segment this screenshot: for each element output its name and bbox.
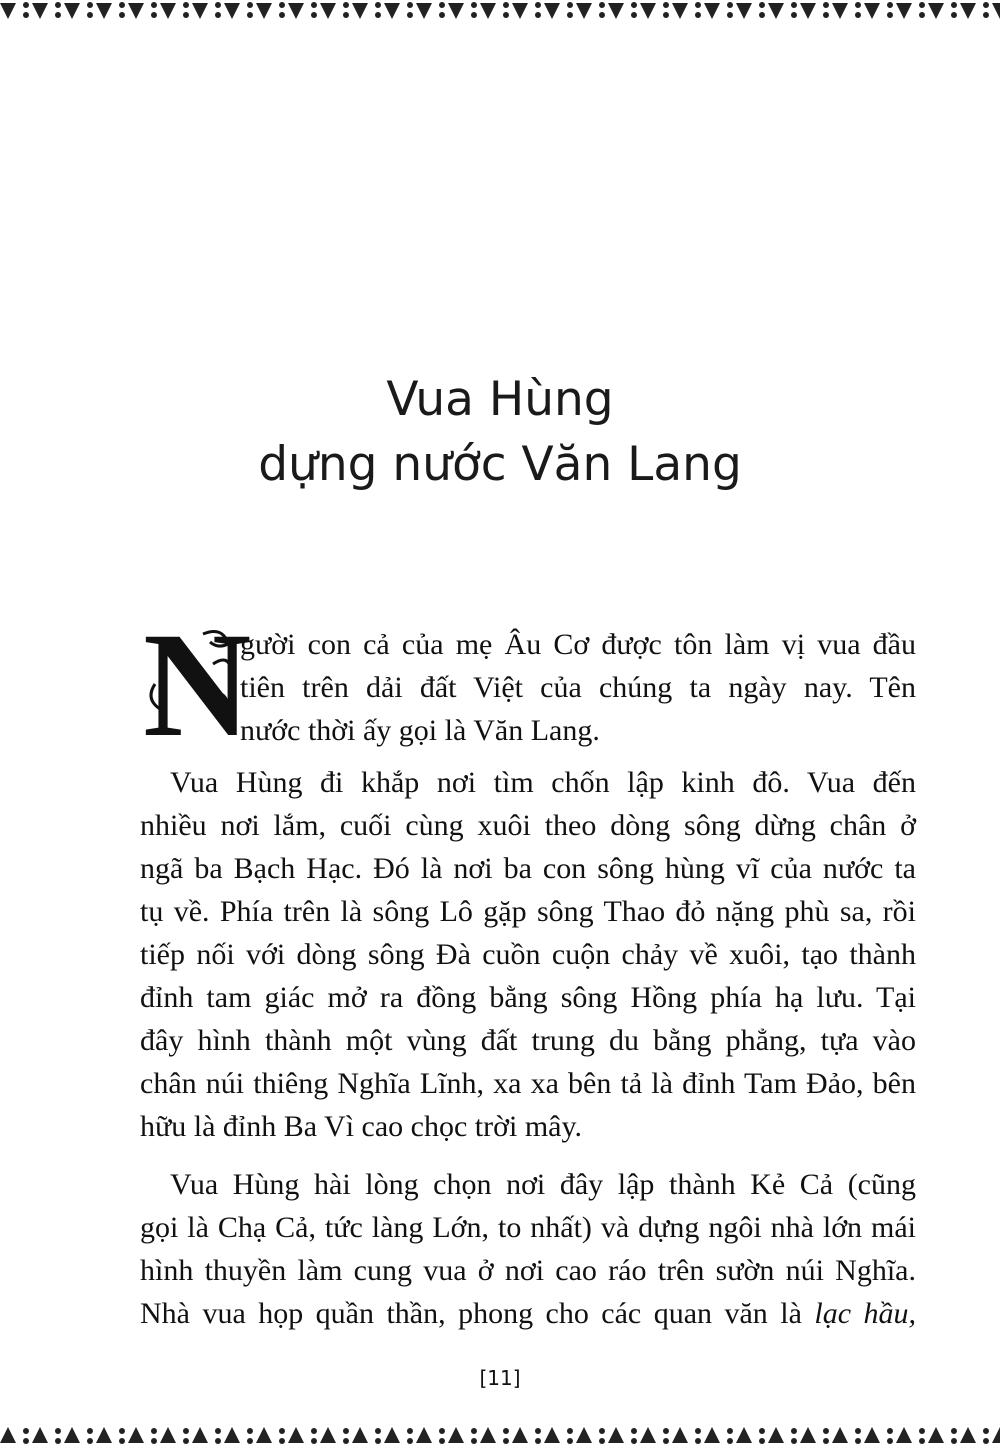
paragraph-2-line: đỉnh tam giác mở ra đồng bằng sông Hồng phía hạ lưu. Tại bbox=[140, 981, 916, 1014]
paragraph-1-line: tiên trên dải đất Việt của chúng ta ngày nay. Tên bbox=[240, 671, 916, 704]
paragraph-2-line: Vua Hùng đi khắp nơi tìm chốn lập kinh đô. Vua đến bbox=[170, 766, 916, 799]
paragraph-2-line: tiếp nối với dòng sông Đà cuồn cuộn chảy về xuôi, tạo thành bbox=[140, 938, 916, 971]
paragraph-2-line: đây hình thành một vùng đất trung du bằng phẳng, tựa vào bbox=[140, 1024, 916, 1057]
drop-cap-letter: N bbox=[143, 602, 252, 768]
paragraph-3-line: gọi là Chạ Cả, tức làng Lớn, to nhất) và dựng ngôi nhà lớn mái bbox=[140, 1211, 916, 1244]
paragraph-2-line: chân núi thiêng Nghĩa Lĩnh, xa xa bên tả là đỉnh Tam Đảo, bên bbox=[140, 1067, 916, 1100]
chapter-title-line-2: dựng nước Văn Lang bbox=[258, 437, 742, 492]
ornamental-drop-cap bbox=[143, 602, 252, 768]
paragraph-2-line: ngã ba Bạch Hạc. Đó là nơi ba con sông hùng vĩ của nước ta bbox=[140, 852, 916, 885]
paragraph-1-line: nước thời ấy gọi là Văn Lang. bbox=[240, 714, 600, 747]
paragraph-2-line: nhiều nơi lắm, cuối cùng xuôi theo dòng sông dừng chân ở bbox=[140, 809, 916, 842]
paragraph-3-line: Vua Hùng hài lòng chọn nơi đây lập thành Kẻ Cả (cũng bbox=[170, 1168, 916, 1201]
paragraph-1-line: gười con cả của mẹ Âu Cơ được tôn làm vị vua đầu bbox=[240, 628, 916, 661]
decorative-border-bottom bbox=[0, 1424, 1000, 1446]
decorative-border-top bbox=[0, 0, 1000, 22]
paragraph-3-line: hình thuyền làm cung vua ở nơi cao ráo trên sườn núi Nghĩa. bbox=[140, 1254, 916, 1287]
page-number: [11] bbox=[479, 1366, 521, 1390]
paragraph-3-line: Nhà vua họp quần thần, phong cho các quan văn là lạc hầu, bbox=[140, 1297, 916, 1330]
chapter-title-line-1: Vua Hùng bbox=[386, 372, 614, 427]
italic-term: lạc hầu, bbox=[814, 1297, 916, 1330]
paragraph-2-line: hữu là đỉnh Ba Vì cao chọc trời mây. bbox=[140, 1110, 583, 1143]
paragraph-2-line: tụ về. Phía trên là sông Lô gặp sông Thao đỏ nặng phù sa, rồi bbox=[140, 895, 916, 928]
